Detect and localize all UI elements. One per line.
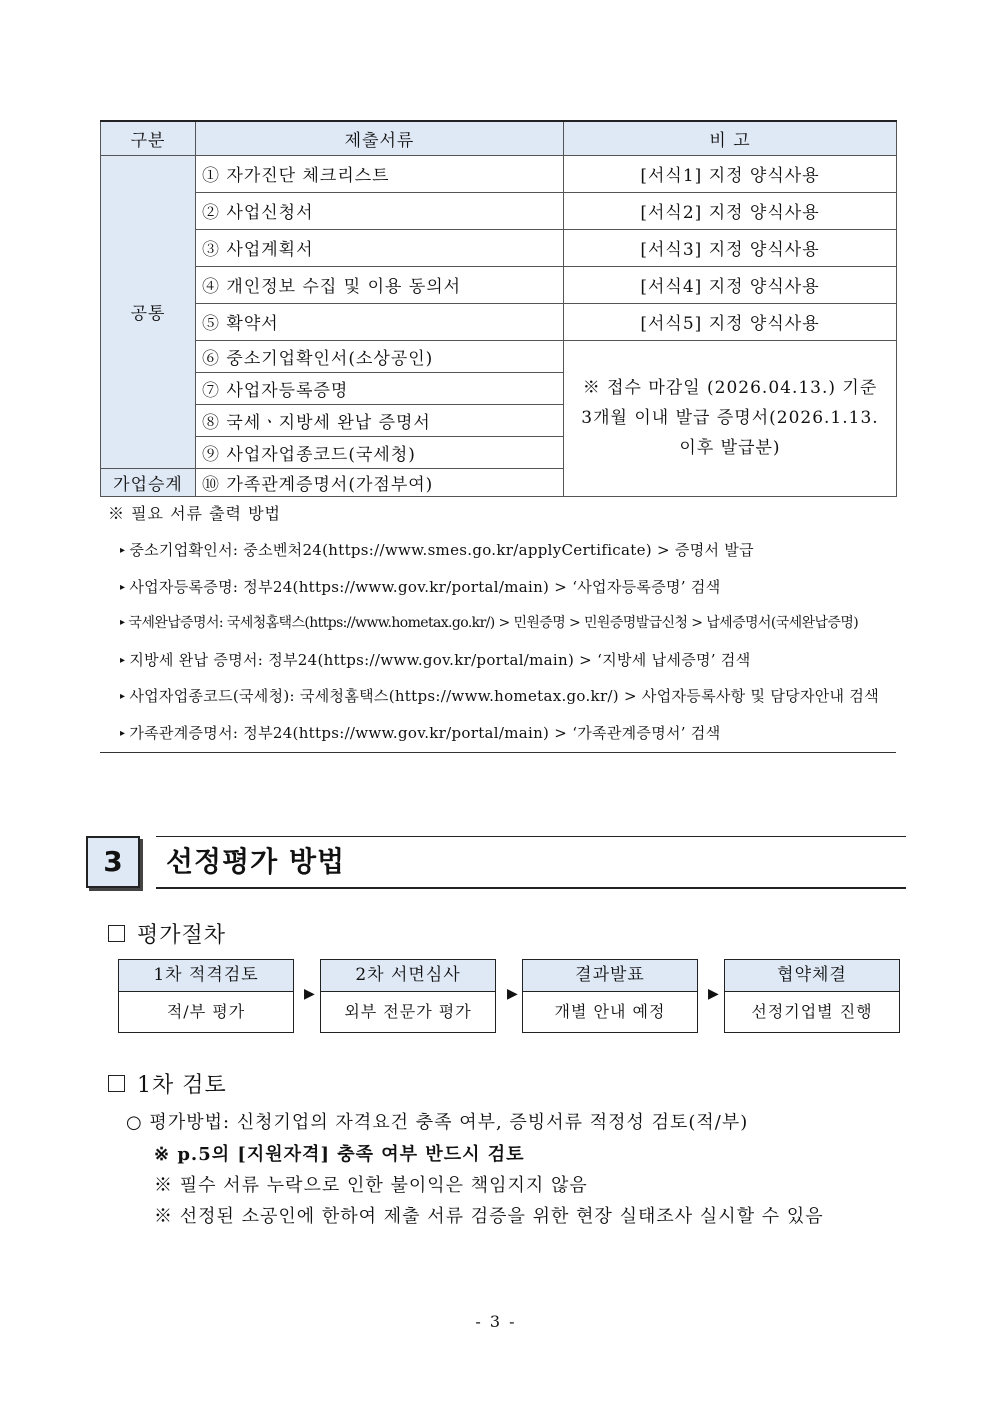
document-item: ① 자가진단 체크리스트 <box>196 155 564 192</box>
review-heading-text: 1차 검토 <box>137 1073 227 1098</box>
process-step-title: 2차 서면심사 <box>321 960 495 992</box>
procedure-heading <box>108 918 226 949</box>
header-category: 구분 <box>101 121 196 155</box>
documents-table <box>100 120 897 497</box>
document-note: [서식2] 지정 양식사용 <box>564 192 897 229</box>
header-documents: 제출서류 <box>196 121 564 155</box>
validity-note-line: ※ 접수 마감일 (2026.04.13.) 기준 <box>582 378 878 398</box>
list-item <box>100 678 896 715</box>
category-succession: 가업승계 <box>101 468 196 496</box>
review-note: ※ p.5의 [지원자격] 충족 여부 반드시 검토 <box>154 1144 525 1165</box>
bullet-icon: ▸ <box>120 691 126 703</box>
process-step-title: 1차 적격검토 <box>119 960 293 992</box>
procedure-heading-text: 평가절차 <box>137 923 227 948</box>
validity-note-line: 3개월 이내 발급 증명서(2026.1.13. <box>581 408 879 428</box>
review-note: ※ 선정된 소공인에 한하여 제출 서류 검증을 위한 현장 실태조사 실시할 수 있음 <box>154 1206 824 1227</box>
bullet-icon: ▸ <box>120 545 126 556</box>
checkbox-square-icon <box>108 1075 125 1092</box>
table-row <box>101 229 897 266</box>
process-step <box>320 959 496 1033</box>
document-note: [서식4] 지정 양식사용 <box>564 266 897 303</box>
table-row <box>101 192 897 229</box>
page-number: - 3 - <box>475 1312 517 1331</box>
document-note: [서식3] 지정 양식사용 <box>564 229 897 266</box>
document-item: ⑨ 사업자업종코드(국세청) <box>196 436 564 468</box>
print-method-block <box>100 498 896 753</box>
print-method-list <box>100 532 896 752</box>
document-item: ⑦ 사업자등록증명 <box>196 372 564 404</box>
section-title: 선정평가 방법 <box>166 845 346 878</box>
document-item: ⑤ 확약서 <box>196 303 564 340</box>
arrow-right-icon: ▶ <box>708 986 719 1002</box>
list-item <box>100 715 896 752</box>
header-remarks: 비 고 <box>564 121 897 155</box>
document-item: ⑩ 가족관계증명서(가점부여) <box>196 468 564 496</box>
bullet-icon: ▸ <box>120 581 126 593</box>
category-common: 공통 <box>101 155 196 468</box>
document-note: [서식1] 지정 양식사용 <box>564 155 897 192</box>
process-step <box>118 959 294 1033</box>
document-item: ② 사업신청서 <box>196 192 564 229</box>
certificate-validity-note <box>564 340 897 496</box>
print-method-title: ※ 필요 서류 출력 방법 <box>108 504 281 523</box>
arrow-right-icon: ▶ <box>304 986 315 1002</box>
checkbox-square-icon <box>108 925 125 942</box>
review-method: ○ 평가방법: 신청기업의 자격요건 충족 여부, 증빙서류 적정성 검토(적/부) <box>126 1112 749 1133</box>
document-item: ③ 사업계획서 <box>196 229 564 266</box>
bullet-icon: ▸ <box>120 617 125 629</box>
list-item <box>100 532 896 569</box>
process-step-desc: 적/부 평가 <box>166 1002 246 1021</box>
bullet-icon: ▸ <box>120 654 126 666</box>
table-row <box>101 155 897 192</box>
process-step <box>724 959 900 1033</box>
document-note: [서식5] 지정 양식사용 <box>564 303 897 340</box>
print-method-text: 사업자등록증명: 정부24(https://www.gov.kr/portal/main) > ‘사업자등록증명’ 검색 <box>129 577 721 596</box>
print-method-text: 사업자업종코드(국세청): 국세청홈택스(https://www.hometax.go.kr/) > 사업자등록사항 및 담당자안내 검색 <box>129 687 879 706</box>
process-step-desc: 선정기업별 진행 <box>751 1002 873 1021</box>
table-row <box>101 303 897 340</box>
section-number: 3 <box>86 836 140 888</box>
process-step-desc: 개별 안내 예정 <box>554 1002 666 1021</box>
print-method-text: 가족관계증명서: 정부24(https://www.gov.kr/portal/main) > ‘가족관계증명서’ 검색 <box>129 723 721 742</box>
bullet-icon: ▸ <box>120 727 126 739</box>
print-method-text: 지방세 완납 증명서: 정부24(https://www.gov.kr/portal/main) > ‘지방세 납세증명’ 검색 <box>129 650 751 669</box>
list-item <box>100 605 896 642</box>
review-heading <box>108 1068 227 1099</box>
process-step-desc: 외부 전문가 평가 <box>344 1002 472 1021</box>
document-item: ⑥ 중소기업확인서(소상공인) <box>196 340 564 372</box>
process-step-title: 협약체결 <box>725 960 899 992</box>
table-header-row <box>101 121 897 155</box>
validity-note-line: 이후 발급분) <box>679 438 781 458</box>
arrow-right-icon: ▶ <box>507 986 518 1002</box>
section-heading <box>156 836 906 889</box>
process-step-title: 결과발표 <box>523 960 697 992</box>
table-row <box>101 340 897 372</box>
list-item <box>100 642 896 679</box>
list-item <box>100 569 896 606</box>
print-method-text: 중소기업확인서: 중소벤처24(https://www.smes.go.kr/applyCertificate) > 증명서 발급 <box>129 541 754 559</box>
table-row <box>101 266 897 303</box>
process-step <box>522 959 698 1033</box>
print-method-text: 국세완납증명서: 국세청홈택스(https://www.hometax.go.kr/) > 민원증명 > 민원증명발급신청 > 납세증명서(국세완납증명) <box>128 615 859 632</box>
document-item: ⑧ 국세ㆍ지방세 완납 증명서 <box>196 404 564 436</box>
review-note: ※ 필수 서류 누락으로 인한 불이익은 책임지지 않음 <box>154 1175 588 1196</box>
document-item: ④ 개인정보 수집 및 이용 동의서 <box>196 266 564 303</box>
